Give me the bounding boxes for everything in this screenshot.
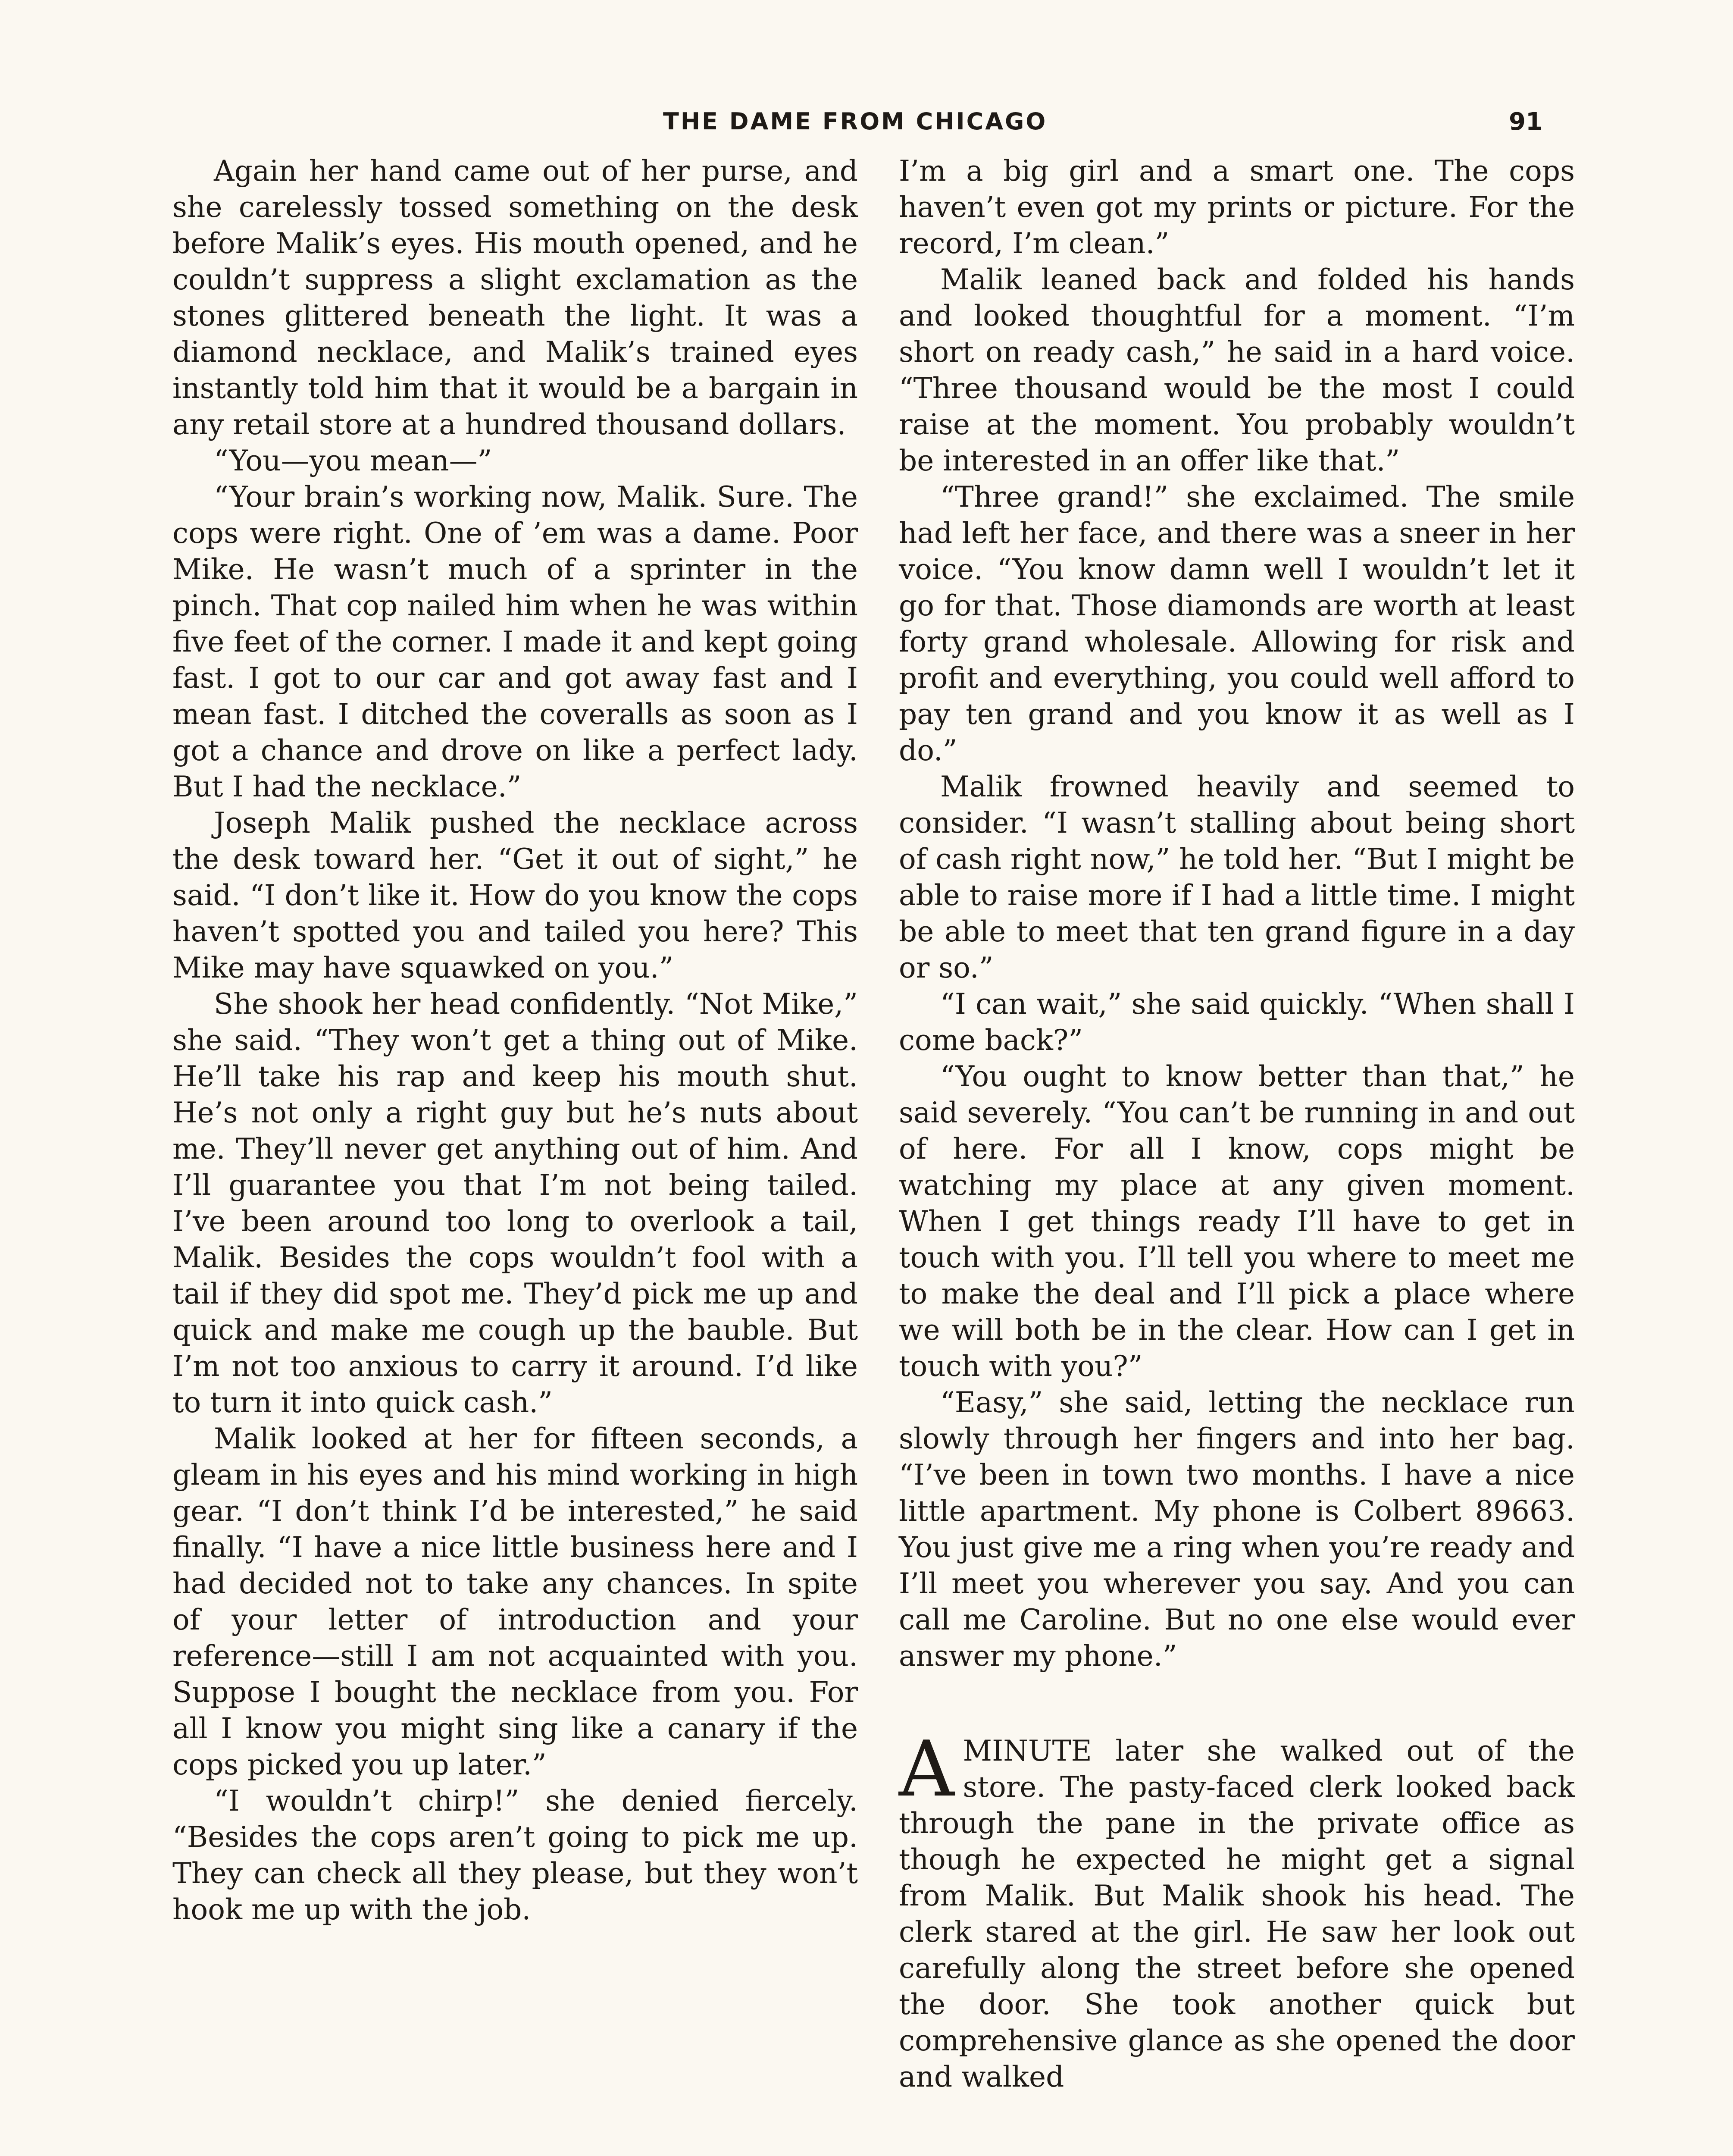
paragraph: “Your brain’s working now, Malik. Sure. The cops were right. One of ’em was a dame. Poor Mike. He wasn’t much of a sprinter in the pinch. That cop nailed him when he was within five feet of the corner. I made it and kept going fast. I got to our car and got away fast and I mean fast. I ditched the coveralls as soon as I got a chance and drove on like a perfect lady. But I had the necklace.” xyxy=(172,480,858,803)
paragraph: Malik leaned back and folded his hands and looked thoughtful for a moment. “I’m short on ready cash,” he said in a hard voice. “Three thousand would be the most I could raise at the moment. You probably wouldn’t be interested in an offer like that.” xyxy=(899,263,1575,477)
paragraph: Again her hand came out of her purse, and she carelessly tossed something on the desk before Malik’s eyes. His mouth opened, and he couldn’t suppress a slight exclamation as the stones glittered beneath the light. It was a diamond necklace, and Malik’s trained eyes instantly told him that it would be a bargain in any retail store at a hundred thousand dollars. xyxy=(172,154,858,441)
paragraph: “Easy,” she said, letting the necklace run slowly through her fingers and into her bag. “I’ve been in town two months. I have a nice little apartment. My phone is Colbert 89663. You just give me a ring when you’re ready and I’ll meet you wherever you say. And you can call me Caroline. But no one else would ever answer my phone.” xyxy=(899,1386,1575,1673)
drop-cap: A xyxy=(899,1724,954,1814)
left-column xyxy=(172,153,858,1928)
paragraph: I’m a big girl and a smart one. The cops haven’t even got my prints or picture. For the record, I’m clean.” xyxy=(899,154,1575,260)
page-number: 91 xyxy=(1509,108,1542,136)
paragraph: Malik frowned heavily and seemed to consider. “I wasn’t stalling about being short of cash right now,” he told her. “But I might be able to raise more if I had a little time. I might be able to meet that ten grand figure in a day or so.” xyxy=(899,770,1575,984)
section-opening-paragraph xyxy=(899,1724,1575,2095)
paragraph: “Three grand!” she exclaimed. The smile had left her face, and there was a sneer in her voice. “You know damn well I wouldn’t let it go for that. Those diamonds are worth at least forty grand wholesale. Allowing for risk and profit and everything, you could well afford to pay ten grand and you know it as well as I do.” xyxy=(899,480,1575,767)
section-paragraph-text: later she walked out of the store. The pasty-faced clerk looked back through the pane in the private office as though he expected he might get a signal from Malik. But Malik shook his head. The clerk stared at the girl. He saw her look out carefully along the street before she opened the door. She took another quick but comprehensive glance as she opened the door and walked xyxy=(899,1734,1575,2093)
paragraph: “You—you mean—” xyxy=(214,444,492,477)
paragraph: “I can wait,” she said quickly. “When shall I come back?” xyxy=(899,987,1575,1057)
section-first-word: MINUTE xyxy=(963,1734,1092,1767)
section-break xyxy=(899,1674,1575,1733)
paragraph: “You ought to know better than that,” he said severely. “You can’t be running in and out of here. For all I know, cops might be watching my place at any given moment. When I get things ready I’ll have to get in touch with you. I’ll tell you where to meet me to make the deal and I’ll pick a place where we will both be in the clear. How can I get in touch with you?” xyxy=(899,1060,1575,1383)
paragraph: She shook her head confidently. “Not Mike,” she said. “They won’t get a thing out of Mike. He’ll take his rap and keep his mouth shut. He’s not only a right guy but he’s nuts about me. They’ll never get anything out of him. And I’ll guarantee you that I’m not being tailed. I’ve been around too long to overlook a tail, Malik. Besides the cops wouldn’t fool with a tail if they did spot me. They’d pick me up and quick and make me cough up the bauble. But I’m not too anxious to carry it around. I’d like to turn it into quick cash.” xyxy=(172,987,858,1419)
right-column xyxy=(899,153,1575,2095)
paragraph: Joseph Malik pushed the necklace across the desk toward her. “Get it out of sight,” he said. “I don’t like it. How do you know the cops haven’t spotted you and tailed you here? This Mike may have squawked on you.” xyxy=(172,806,858,984)
paragraph: “I wouldn’t chirp!” she denied fiercely. “Besides the cops aren’t going to pick me up. They can check all they please, but they won’t hook me up with the job. xyxy=(172,1784,858,1926)
paragraph: Malik looked at her for fifteen seconds, a gleam in his eyes and his mind working in high gear. “I don’t think I’d be interested,” he said finally. “I have a nice little business here and I had decided not to take any chances. In spite of your letter of introduction and your reference—still I am not acquainted with you. Suppose I bought the necklace from you. For all I know you might sing like a canary if the cops picked you up later.” xyxy=(172,1422,858,1781)
running-title: THE DAME FROM CHICAGO xyxy=(663,108,1048,135)
